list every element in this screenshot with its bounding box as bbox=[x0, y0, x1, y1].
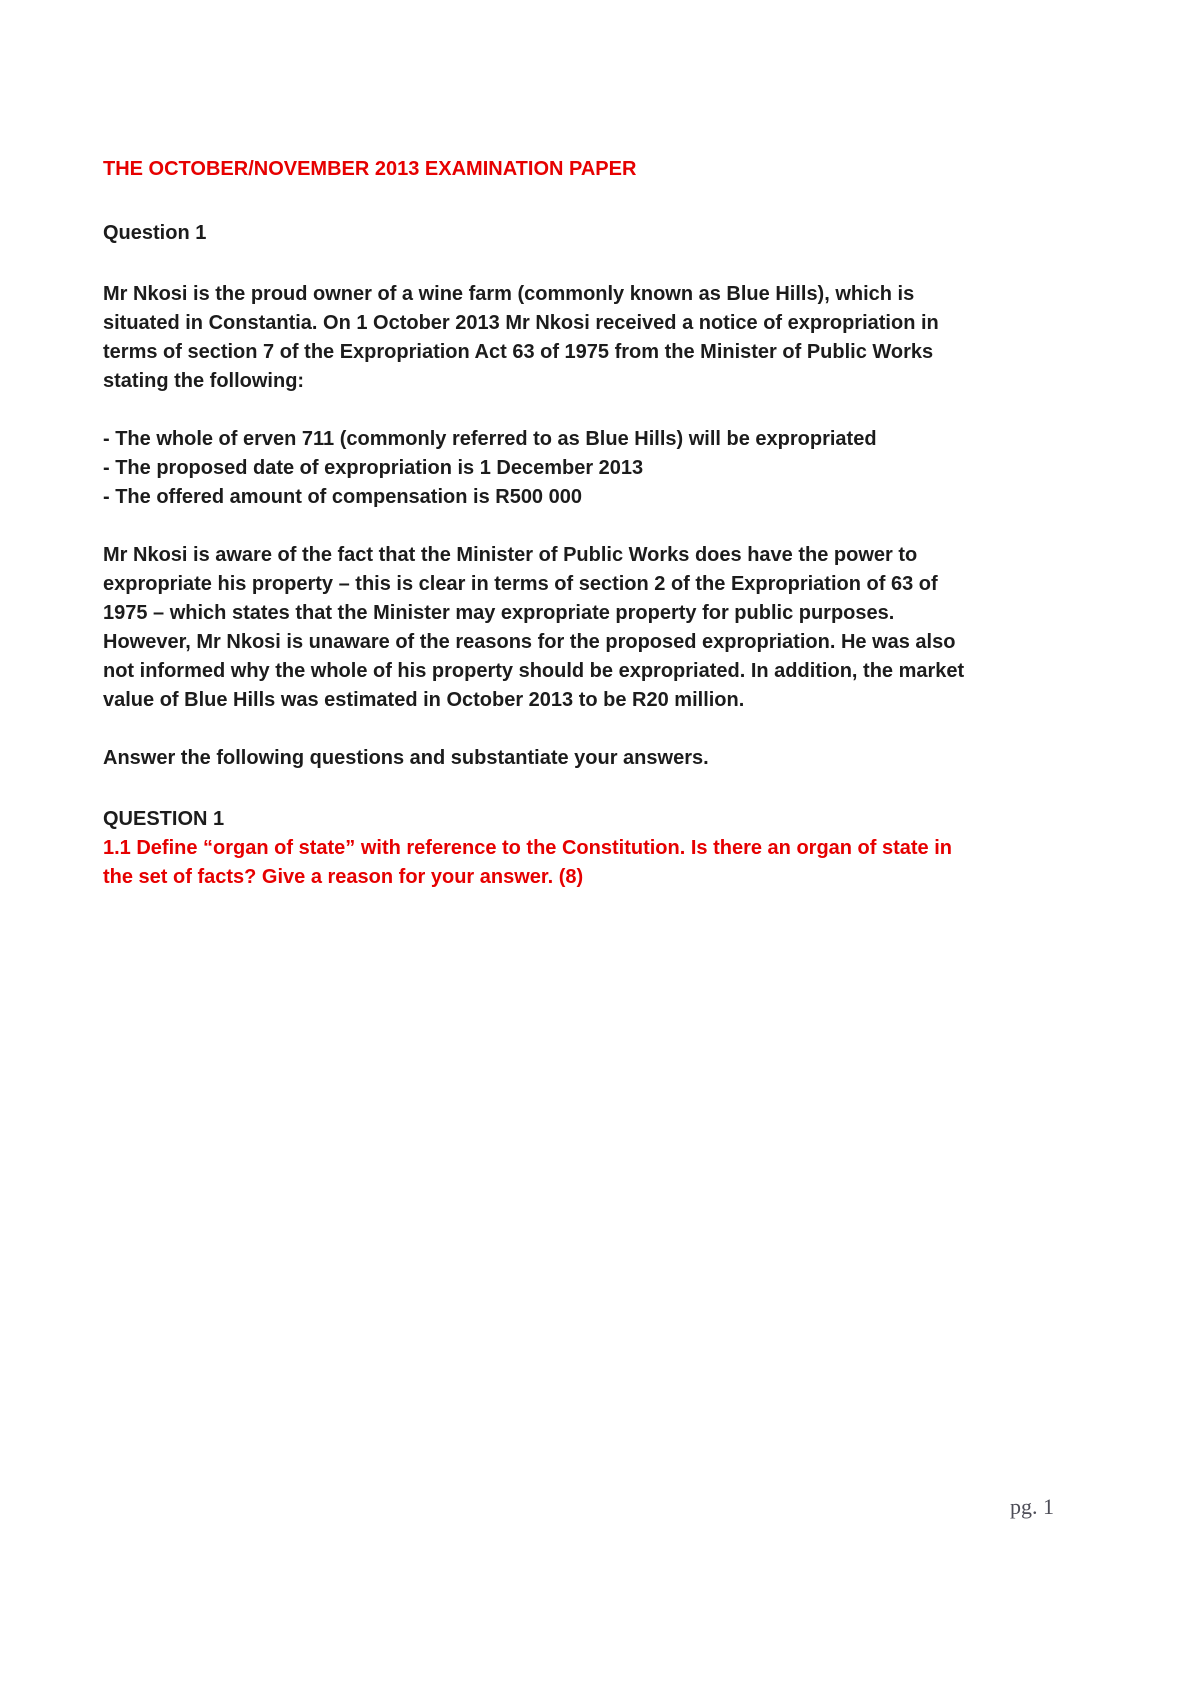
analysis-paragraph: Mr Nkosi is aware of the fact that the Minister of Public Works does have the power to expropriate his property – this is clear in terms of section 2 of the Expropriation of 63 of 1975 – which states that the Minister may expropriate property for public purposes. However, Mr Nkosi is unaware of the reasons for the proposed expropriation. He was also not informed why the whole of his property should be expropriated. In addition, the market value of Blue Hills was estimated in October 2013 to be R20 million. bbox=[103, 544, 965, 711]
instruction-paragraph: Answer the following questions and substantiate your answers. bbox=[103, 747, 709, 769]
question-1-label: Question 1 bbox=[103, 222, 207, 244]
bullet-list bbox=[103, 425, 970, 512]
question-1-heading: QUESTION 1 bbox=[103, 808, 225, 830]
bullet-line: - The proposed date of expropriation is 1 December 2013 bbox=[103, 457, 644, 479]
question-1-1-text: 1.1 Define “organ of state” with reference to the Constitution. Is there an organ of state in the set of facts? Give a reason for your answer. (8) bbox=[103, 837, 953, 888]
bullet-line: - The offered amount of compensation is R500 000 bbox=[103, 486, 582, 508]
scenario-paragraph: Mr Nkosi is the proud owner of a wine farm (commonly known as Blue Hills), which is situated in Constantia. On 1 October 2013 Mr Nkosi received a notice of expropriation in terms of section 7 of the Expropriation Act 63 of 1975 from the Minister of Public Works stating the following: bbox=[103, 283, 939, 392]
exam-title: THE OCTOBER/NOVEMBER 2013 EXAMINATION PAPER bbox=[103, 158, 637, 180]
bullet-line: - The whole of erven 711 (commonly referred to as Blue Hills) will be expropriated bbox=[103, 428, 877, 450]
page-number: pg. 1 bbox=[1010, 1494, 1054, 1519]
